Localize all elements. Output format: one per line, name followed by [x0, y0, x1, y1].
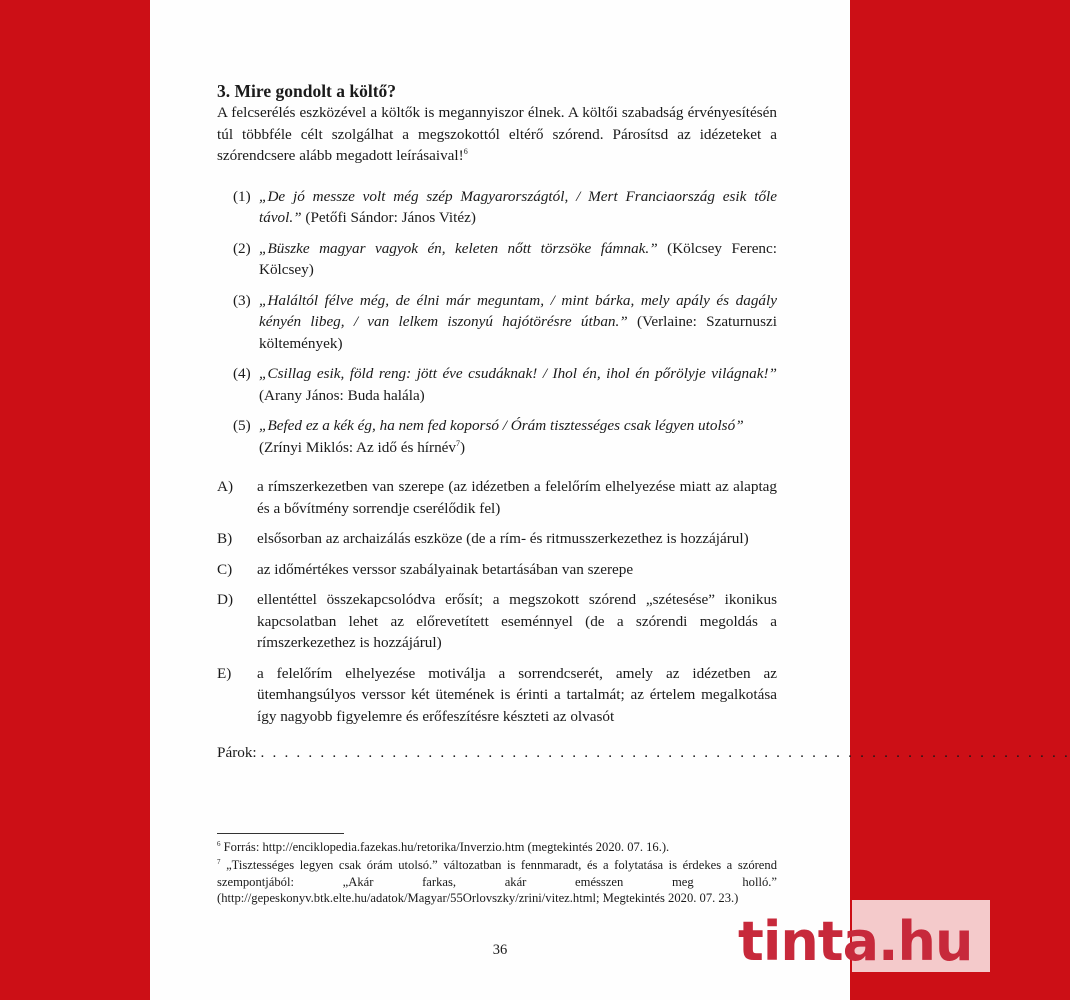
footnote-marker: 6 — [217, 839, 221, 848]
intro-text: A felcserélés eszközével a költők is megannyiszor élnek. A költői szabadság érvényesítésén túl többféle célt szolgálhat a megszokottól eltérő szórend. Párosítsd az idézeteket a szórendcsere alább megadott leírásaival! — [217, 104, 777, 164]
quote-source: (Petőfi Sándor: János Vitéz) — [301, 209, 476, 226]
answer-text: az időmértékes verssor szabályainak betartásában van szerepe — [257, 560, 634, 578]
quote-item — [217, 415, 777, 458]
page-content — [217, 80, 1070, 764]
answer-letter: C) — [217, 560, 233, 578]
answer-letter: B) — [217, 530, 233, 547]
quote-lines: „Csillag esik, föld reng: jött éve csudáknak! / Ihol én, ihol én pőrölyje világnak!” — [259, 365, 777, 382]
quote-text — [259, 415, 777, 458]
answer-letter: E) — [217, 664, 232, 682]
footnote-text: „Tisztességes legyen csak órám utolsó.” változatban is fennmaradt, és a folytatása is érdekes a szórend szempontjából: „Akár farkas, akár emésszen meg holló.” (http://gepeskonyv.btk.elte.hu/adatok/Magyar/55Orlovszky/zrini/vitez.html; Megtekintés 2020. 07. 23.) — [217, 857, 777, 906]
quote-list — [217, 186, 777, 459]
quote-number: (5) — [233, 417, 251, 434]
answer-item — [217, 663, 777, 728]
quote-source: (Zrínyi Miklós: Az idő és hírnév — [259, 438, 456, 456]
quote-number: (3) — [233, 291, 251, 309]
quote-lines: „Haláltól félve még, de élni már meguntam, / mint bárka, mely apály és dagály kényén libeg, / van lelkem iszonyú hajótörésre útban.” — [259, 291, 777, 330]
tinta-watermark-logo: tinta.hu — [738, 910, 973, 973]
task-heading: 3. Mire gondolt a költő? — [217, 81, 397, 101]
quote-text — [259, 238, 777, 281]
answer-item — [217, 528, 777, 550]
quote-text — [259, 186, 777, 229]
answer-item — [217, 476, 777, 519]
quote-text — [259, 363, 777, 406]
quote-number: (1) — [233, 187, 251, 205]
quote-number: (4) — [233, 365, 251, 382]
pairs-label: Párok: — [217, 744, 257, 761]
footnote-6 — [217, 839, 777, 856]
quote-source-end: ) — [460, 438, 466, 456]
answer-text: ellentéttel összekapcsolódva erősít; a megszokott szórend „szétesése” ikonikus kapcsolatban lehet az előrevetített eseménnyel (de a szórendi megoldás a rímszerkezethez is hozzájárul) — [257, 591, 777, 651]
quote-item — [217, 290, 777, 355]
task-intro — [217, 102, 777, 167]
footnote-text: Forrás: http://enciklopedia.fazekas.hu/retorika/Inverzio.htm (megtekintés 2020. 07. 16.). — [220, 840, 670, 854]
page-number: 36 — [492, 942, 508, 958]
quote-text — [259, 290, 777, 355]
quote-source: (Kölcsey Ferenc: Kölcsey) — [259, 239, 777, 278]
pairs-answer-line — [217, 742, 1070, 764]
footnotes — [217, 833, 777, 908]
answer-item — [217, 589, 777, 654]
answer-text: a felelőrím elhelyezése motiválja a sorrendcserét, amely az idézetben az ütemhangsúlyos verssor két ütemének is érinti a tartalmát; az értelem megalkotása így nagyobb figyelemre és erőfeszítésre készteti az olvasót — [257, 664, 777, 725]
answer-text: elsősorban az archaizálás eszköze (de a rím- és ritmusszerkezethez is hozzájárul) — [257, 530, 749, 547]
answer-list — [217, 476, 777, 727]
answer-item — [217, 559, 777, 581]
quote-item — [217, 363, 777, 406]
footnote-divider — [217, 833, 344, 834]
quote-item — [217, 186, 777, 229]
answer-text: a rímszerkezetben van szerepe (az idézetben a felelőrím elhelyezése miatt az alaptag és a bővítmény sorrendje cserélődik fel) — [257, 478, 777, 517]
quote-source: (Verlaine: Szaturnuszi költemények) — [259, 313, 777, 352]
footnote-marker: 7 — [217, 857, 221, 866]
answer-letter: D) — [217, 591, 234, 608]
quote-number: (2) — [233, 239, 251, 257]
quote-lines: „Befed ez a kék ég, ha nem fed koporsó / Órám tisztességes csak légyen utolsó” — [259, 417, 744, 434]
quote-item — [217, 238, 777, 281]
quote-lines: „Büszke magyar vagyok én, keleten nőtt törzsöke fámnak.” — [259, 239, 658, 257]
answer-letter: A) — [217, 478, 234, 495]
quote-source: (Arany János: Buda halála) — [259, 386, 425, 404]
footnote-7 — [217, 857, 777, 907]
footnote-ref-7: 7 — [456, 438, 460, 448]
pairs-fill-dots: . . . . . . . . . . . . . . . . . . . . . . . . . . . . . . . . . . . . . . . . . . . . . . . . . . . . . . . . . . . . . . . . . . . . — [260, 744, 1070, 761]
quote-lines: „De jó messze volt még szép Magyarországtól, / Mert Franciaország esik tőle távol.” — [259, 187, 777, 226]
footnote-ref-6: 6 — [463, 146, 468, 156]
